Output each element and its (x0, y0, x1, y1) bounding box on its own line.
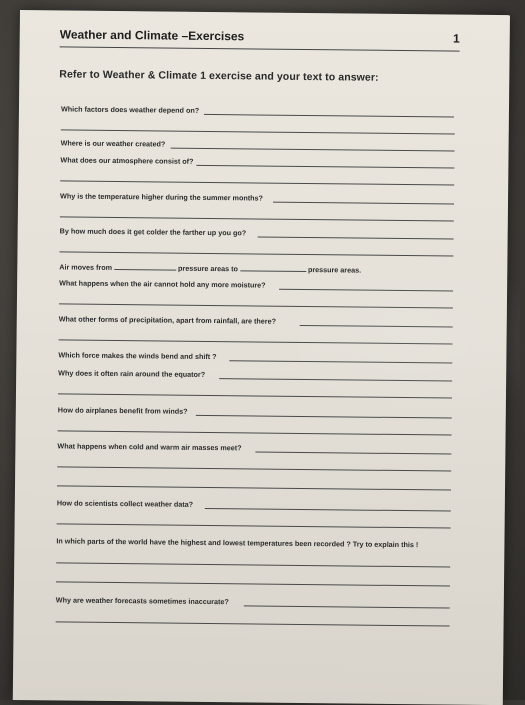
answer-line-6[interactable] (279, 289, 453, 292)
fill-in-sentence (59, 261, 361, 274)
question-4: Why is the temperature higher during the summer months? (60, 191, 263, 203)
header-divider (60, 46, 460, 51)
question-7: What other forms of precipitation, apart from rainfall, are there? (58, 314, 277, 326)
answer-line-5[interactable] (258, 237, 454, 240)
fill-in-part-3: pressure areas. (307, 265, 362, 275)
answer-line-11[interactable] (255, 451, 451, 454)
question-12: How do scientists collect weather data? (56, 498, 194, 509)
answer-line-3b[interactable] (60, 180, 454, 185)
answer-line-10[interactable] (196, 415, 452, 419)
answer-line-1b[interactable] (61, 129, 455, 134)
answer-line-14b[interactable] (56, 621, 450, 626)
question-6: What happens when the air cannot hold any more moisture? (59, 278, 266, 290)
answer-line-13a[interactable] (56, 562, 450, 567)
answer-line-13b[interactable] (56, 581, 450, 586)
question-13: In which parts of the world have the highest and lowest temperatures been recorded ? Try to explain this ! (56, 536, 419, 550)
answer-line-2[interactable] (171, 148, 455, 152)
question-1: Which factors does weather depend on? (60, 104, 200, 115)
answer-line-7[interactable] (300, 325, 453, 328)
question-14: Why are weather forecasts sometimes inaccurate? (55, 595, 229, 607)
question-5: By how much does it get colder the farther up you go? (59, 226, 247, 238)
answer-line-8[interactable] (229, 360, 452, 363)
answer-line-7b[interactable] (59, 339, 453, 344)
answer-line-9b[interactable] (58, 393, 452, 398)
answer-line-3[interactable] (196, 165, 454, 169)
question-10: How do airplanes benefit from winds? (57, 405, 188, 416)
answer-line-4[interactable] (273, 202, 454, 205)
answer-line-1[interactable] (204, 114, 454, 118)
worksheet-page (13, 10, 510, 705)
answer-line-6b[interactable] (59, 303, 453, 308)
question-9: Why does it often rain around the equator? (58, 368, 206, 379)
instruction-text: Refer to Weather & Climate 1 exercise and your text to answer: (59, 68, 379, 84)
answer-line-9[interactable] (219, 378, 452, 381)
answer-line-10b[interactable] (58, 430, 452, 435)
question-2: Where is our weather created? (60, 138, 166, 149)
question-11: What happens when cold and warm air masses meet? (57, 441, 242, 453)
fill-in-part-1: Air moves from (59, 262, 113, 272)
answer-line-4b[interactable] (60, 216, 454, 221)
fill-in-part-2: pressure areas to (177, 263, 239, 274)
worksheet-header (59, 27, 460, 46)
answer-line-11c[interactable] (57, 485, 451, 490)
answer-line-12[interactable] (205, 508, 451, 512)
answer-line-14[interactable] (244, 605, 450, 608)
worksheet-title: Weather and Climate –Exercises (59, 27, 245, 44)
question-3: What does our atmosphere consist of? (60, 155, 194, 166)
answer-line-11b[interactable] (57, 466, 451, 471)
fill-in-blank-2[interactable] (240, 263, 306, 272)
answer-line-5b[interactable] (59, 251, 453, 256)
fill-in-blank-1[interactable] (114, 262, 176, 271)
answer-line-12b[interactable] (57, 523, 451, 528)
question-8: Which force makes the winds bend and shift ? (58, 350, 217, 362)
page-number: 1 (452, 31, 460, 46)
